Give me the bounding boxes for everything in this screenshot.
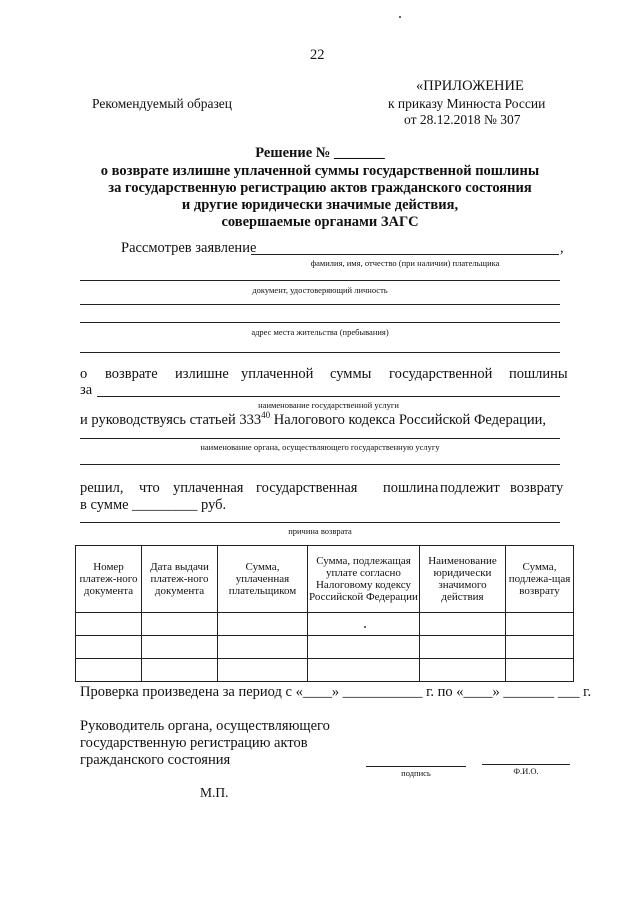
col-header-due-sum: Сумма, подлежащая уплате согласно Налоговому кодексу Российской Федерации <box>308 546 420 613</box>
guided-text-start: и руководствуясь статьей 333 <box>80 411 262 428</box>
decided-word: решил, <box>80 480 124 496</box>
col-header-doc-number: Номер платеж-ного документа <box>76 546 142 613</box>
fio-line <box>251 254 559 255</box>
table-cell[interactable] <box>218 659 308 682</box>
table-cell[interactable] <box>142 613 218 636</box>
fio-sign-caption: Ф.И.О. <box>513 766 539 776</box>
address-caption: адрес места жительства (пребывания) <box>251 327 389 337</box>
guided-text <box>80 410 546 429</box>
table-cell[interactable] <box>506 613 574 636</box>
refund-word: излишне <box>175 366 229 382</box>
table-cell[interactable] <box>76 659 142 682</box>
sample-label: Рекомендуемый образец <box>92 96 233 111</box>
table-cell[interactable] <box>420 636 506 659</box>
table-row <box>76 613 574 636</box>
refund-word: государственной <box>389 366 493 382</box>
page-number: 22 <box>310 47 325 63</box>
title-line-5: совершаемые органами ЗАГС <box>221 214 419 230</box>
signature-caption: подпись <box>401 768 431 778</box>
table-cell[interactable] <box>420 659 506 682</box>
fio-sign-line <box>482 764 570 765</box>
service-line <box>97 396 560 397</box>
doc-line <box>80 280 560 281</box>
col-header-refund-sum: Сумма, подлежа-щая возврату <box>506 546 574 613</box>
refund-word: о <box>80 366 88 382</box>
table-cell[interactable] <box>218 613 308 636</box>
table-row <box>76 659 574 682</box>
refund-word: уплаченной <box>241 366 314 382</box>
decided-word: подлежит <box>440 480 500 496</box>
blank-line-3 <box>80 464 560 465</box>
organ-caption: наименование органа, осуществляющего государственную услугу <box>200 442 440 452</box>
blank-line-2 <box>80 352 560 353</box>
refund-word: возврате <box>105 366 158 382</box>
appendix-label: «ПРИЛОЖЕНИЕ <box>416 78 524 94</box>
col-header-paid-sum: Сумма, уплаченная плательщиком <box>218 546 308 613</box>
service-caption: наименование государственной услуги <box>258 400 399 410</box>
order-date: от 28.12.2018 № 307 <box>404 112 521 127</box>
reason-line <box>80 522 560 523</box>
title-line-3: за государственную регистрацию актов гражданского состояния <box>108 180 532 196</box>
refund-word: пошлины <box>509 366 568 382</box>
decided-word: пошлина <box>383 480 439 496</box>
za-label: за <box>80 382 93 398</box>
col-header-action-name: Наименование юридически значимого действия <box>420 546 506 613</box>
table-cell[interactable] <box>308 636 420 659</box>
stamp-label: М.П. <box>200 785 229 800</box>
signature-line <box>366 766 466 767</box>
table-cell[interactable] <box>308 613 420 636</box>
table-row <box>76 636 574 659</box>
scan-speck <box>399 16 401 18</box>
table-header-row <box>76 546 574 613</box>
table-cell[interactable] <box>308 659 420 682</box>
blank-line-1 <box>80 304 560 305</box>
decided-word: возврату <box>510 480 564 496</box>
table-cell[interactable] <box>142 659 218 682</box>
table-cell[interactable] <box>142 636 218 659</box>
decided-word: государственная <box>256 480 358 496</box>
address-line <box>80 322 560 323</box>
table-cell[interactable] <box>218 636 308 659</box>
table-cell[interactable] <box>76 613 142 636</box>
head-line-2: государственную регистрацию актов <box>80 735 308 751</box>
head-line-3: гражданского состояния <box>80 752 231 768</box>
comma: , <box>560 240 564 256</box>
order-ref: к приказу Минюста России <box>388 96 546 111</box>
organ-line <box>80 438 560 439</box>
refund-word: суммы <box>330 366 372 382</box>
sum-line: в сумме _________ руб. <box>80 497 227 513</box>
table-cell[interactable] <box>420 613 506 636</box>
table-cell[interactable] <box>76 636 142 659</box>
title-line-4: и другие юридически значимые действия, <box>181 197 459 213</box>
decided-word: что <box>139 480 160 496</box>
table-cell[interactable] <box>506 636 574 659</box>
fio-caption: фамилия, имя, отчество (при наличии) плательщика <box>310 258 500 268</box>
refund-table <box>75 545 574 682</box>
table-cell[interactable] <box>506 659 574 682</box>
title-line-2: о возврате излишне уплаченной суммы государственной пошлины <box>100 163 540 179</box>
check-period: Проверка произведена за период с «____» ___________ г. по «____» _______ ___ г. <box>80 684 592 700</box>
article-superscript: 40 <box>261 410 271 420</box>
col-header-doc-date: Дата выдачи платеж-ного документа <box>142 546 218 613</box>
head-line-1: Руководитель органа, осуществляющего <box>80 718 330 734</box>
guided-text-end: Налогового кодекса Российской Федерации, <box>270 411 547 428</box>
reason-caption: причина возврата <box>288 526 352 536</box>
decided-word: уплаченная <box>173 480 244 496</box>
doc-caption: документ, удостоверяющий личность <box>252 285 388 295</box>
scan-speck <box>364 626 366 628</box>
decision-title: Решение № _______ <box>255 145 385 161</box>
considered-label: Рассмотрев заявление <box>121 240 257 256</box>
